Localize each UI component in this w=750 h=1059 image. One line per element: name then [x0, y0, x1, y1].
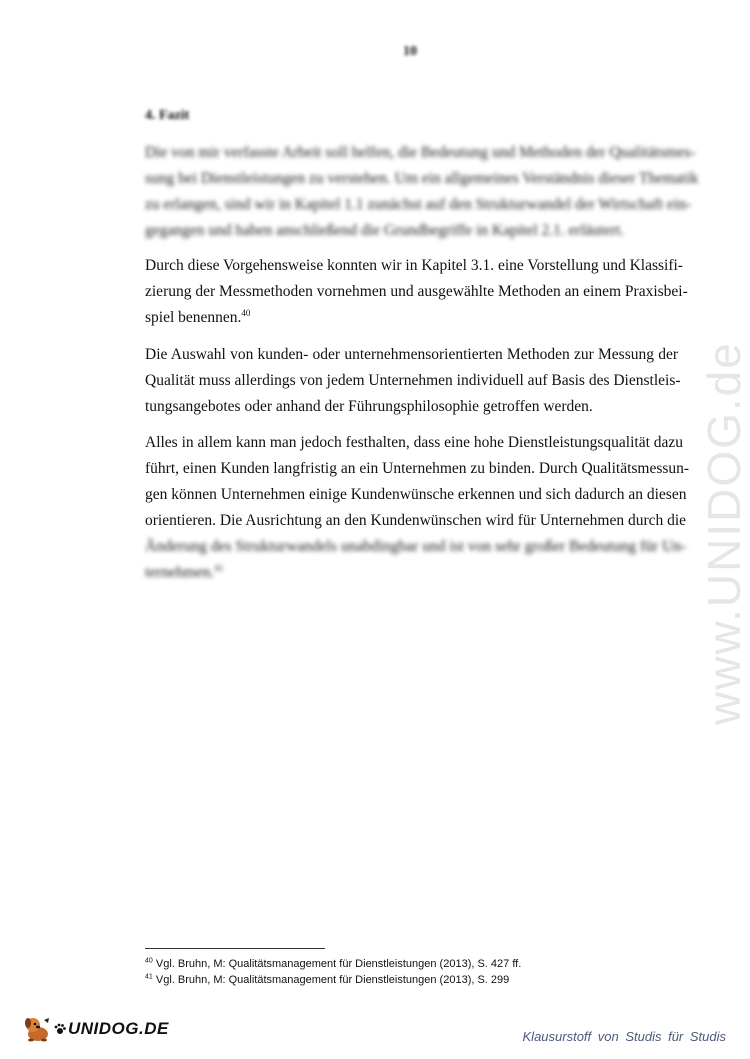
- text-line: gen können Unternehmen einige Kundenwünsche erkennen und sich dadurch an diesen: [145, 486, 687, 503]
- text-line: Die von mir verfasste Arbeit soll helfen, die Bedeutung und Methoden der Qualitätsmes-: [145, 144, 696, 161]
- paragraph-method: [145, 253, 688, 331]
- text-line: [145, 305, 678, 331]
- text-segment: ternehmen.: [145, 564, 215, 581]
- footnote: [145, 956, 521, 972]
- paragraph-intro-blurred: [145, 140, 699, 244]
- footnote: [145, 972, 521, 988]
- text-line: sung bei Dienstleistungen zu verstehen. Um ein allgemeines Verständnis dieser Thematik: [145, 170, 699, 187]
- footnotes: [145, 956, 521, 988]
- text-line: Qualität muss allerdings von jedem Unternehmen individuell auf Basis des Dienstleis-: [145, 372, 681, 389]
- text-line: Alles in allem kann man jedoch festhalten, dass eine hohe Dienstleistungsqualität dazu: [145, 434, 684, 451]
- paw-icon: [54, 1023, 66, 1035]
- dog-mascot-icon: [22, 1014, 52, 1044]
- page-number: 10: [403, 44, 417, 59]
- footnote-ref: 41: [214, 562, 224, 573]
- footnote-separator: [145, 948, 325, 949]
- text-line: führt, einen Kunden langfristig an ein Unternehmen zu binden. Durch Qualitätsmessun-: [145, 460, 690, 477]
- section-heading: 4. Fazit: [145, 108, 190, 123]
- text-line: orientieren. Die Ausrichtung an den Kundenwünschen wird für Unternehmen durch die: [145, 512, 687, 529]
- footnote-text: Vgl. Bruhn, M: Qualitätsmanagement für Dienstleistungen (2013), S. 299: [155, 974, 510, 986]
- watermark: www.UNIDOG.de: [698, 341, 750, 725]
- footnote-text: Vgl. Bruhn, M: Qualitätsmanagement für Dienstleistungen (2013), S. 427 ff.: [155, 958, 522, 970]
- text-line: Durch diese Vorgehensweise konnten wir in Kapitel 3.1. eine Vorstellung und Klassifi-: [145, 257, 683, 274]
- text-line: tungsangebotes oder anhand der Führungsphilosophie getroffen werden.: [145, 398, 593, 415]
- slogan: Klausurstoff von Studis für Studis: [522, 1029, 726, 1044]
- footnote-number: 41: [145, 973, 153, 981]
- logo-text: UNIDOG.DE: [68, 1019, 169, 1038]
- footnote-number: 40: [145, 957, 153, 965]
- unidog-logo: [22, 1014, 169, 1044]
- footnote-ref: 40: [241, 307, 251, 318]
- text-line-blurred: Änderung des Strukturwandels unabdingbar und ist von sehr großer Bedeutung für Un-: [145, 538, 687, 555]
- text-segment: spiel benennen.: [145, 309, 242, 326]
- text-line: zierung der Messmethoden vornehmen und ausgewählte Methoden an einem Praxisbei-: [145, 283, 688, 300]
- text-line: zu erlangen, sind wir in Kapitel 1.1 zunächst auf den Strukturwandel der Wirtschaft ein-: [145, 196, 692, 213]
- paragraph-selection: [145, 342, 681, 420]
- paragraph-conclusion: [145, 430, 690, 586]
- text-line-blurred: [145, 560, 678, 586]
- text-line: Die Auswahl von kunden- oder unternehmensorientierten Methoden zur Messung der: [145, 346, 678, 363]
- text-line: gegangen und haben anschließend die Grundbegriffe in Kapitel 2.1. erläutert.: [145, 222, 625, 239]
